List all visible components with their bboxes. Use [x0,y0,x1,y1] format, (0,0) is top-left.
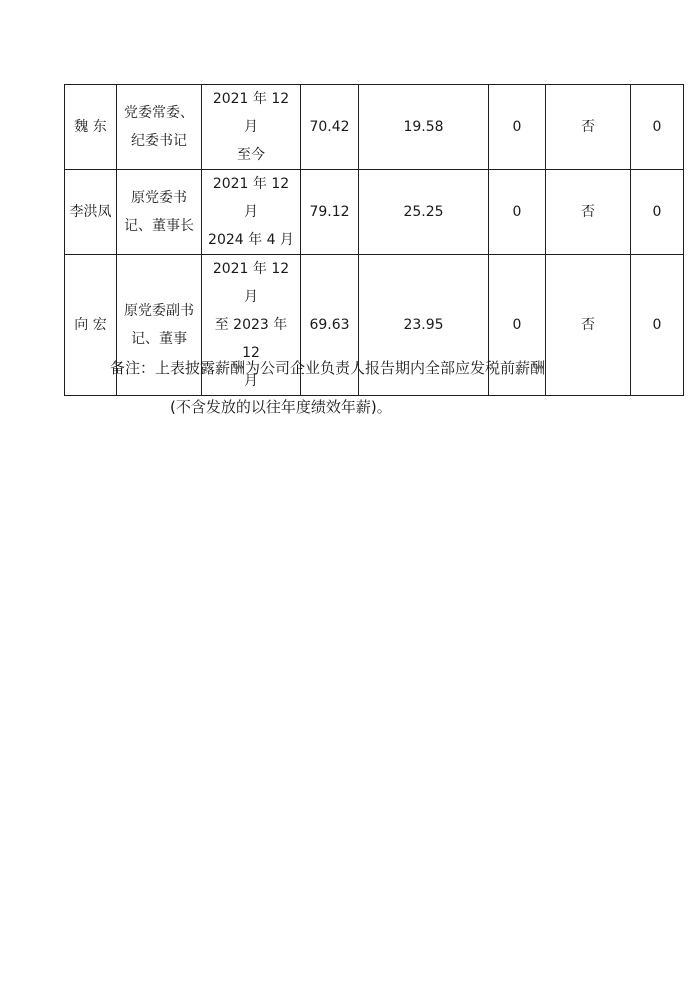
total-pay-cell: 79.12 [301,170,359,255]
table-row [65,85,684,170]
part-time-pay-cell: 0 [631,170,684,255]
term-cell: 2021 年 12 月 至今 [202,85,301,170]
related-party-cell: 否 [546,255,631,396]
other-income-cell: 0 [489,255,546,396]
related-party-cell: 否 [546,170,631,255]
footnote-line-2: (不含发放的以往年度绩效年薪)。 [170,398,392,416]
name-cell: 向 宏 [65,255,117,396]
salary-table [64,84,684,396]
social-insurance-cell: 19.58 [359,85,489,170]
social-insurance-cell: 23.95 [359,255,489,396]
part-time-pay-cell: 0 [631,85,684,170]
footnote-line-1: 备注：上表披露薪酬为公司企业负责人报告期内全部应发税前薪酬 [110,359,546,377]
other-income-cell: 0 [489,85,546,170]
table-row [65,170,684,255]
position-cell: 原党委书 记、董事长 [117,170,202,255]
position-cell: 党委常委、 纪委书记 [117,85,202,170]
term-cell: 2021 年 12 月 2024 年 4 月 [202,170,301,255]
term-cell: 2021 年 12 月 至 2023 年 12 月 [202,255,301,396]
related-party-cell: 否 [546,85,631,170]
social-insurance-cell: 25.25 [359,170,489,255]
total-pay-cell: 69.63 [301,255,359,396]
total-pay-cell: 70.42 [301,85,359,170]
other-income-cell: 0 [489,170,546,255]
name-cell: 李洪凤 [65,170,117,255]
name-cell: 魏 东 [65,85,117,170]
part-time-pay-cell: 0 [631,255,684,396]
position-cell: 原党委副书 记、董事 [117,255,202,396]
